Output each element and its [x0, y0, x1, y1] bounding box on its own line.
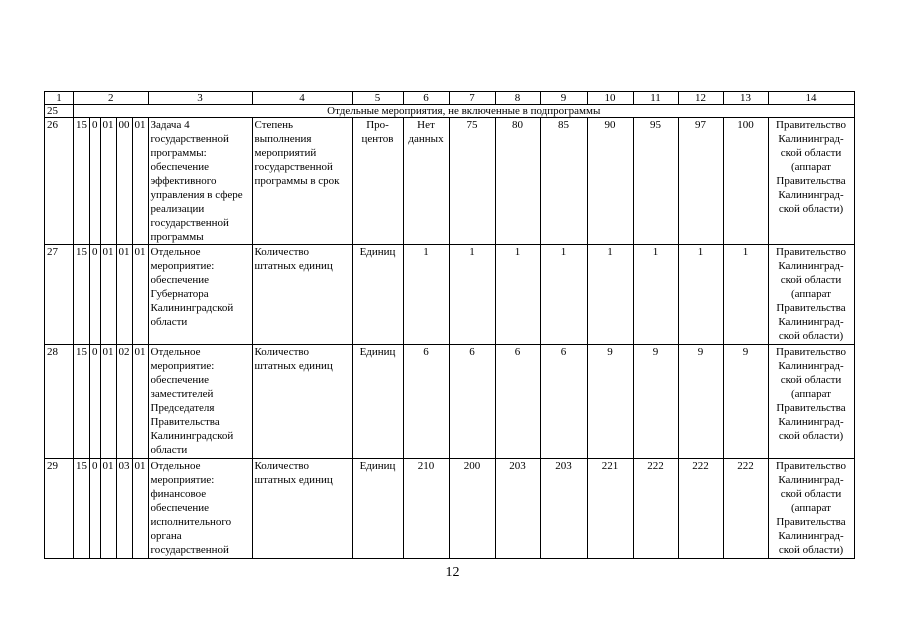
table-row	[45, 459, 855, 559]
name-cell: Отдельное мероприятие: обеспечение заместителей Председателя Правительства Калининградской области	[148, 345, 252, 459]
value-cell: Нет данных	[403, 118, 449, 245]
value-cell: 203	[540, 459, 587, 559]
header-cell: 14	[768, 92, 854, 105]
value-cell: 203	[495, 459, 540, 559]
responsible-cell: Правительство Калининград-ской области (аппарат Правительства Калининград-ской области)	[768, 345, 854, 459]
value-cell: 6	[449, 345, 495, 459]
code-cell: 0	[90, 345, 101, 459]
value-cell: 9	[587, 345, 633, 459]
code-cell: 15	[74, 245, 90, 345]
value-cell: 9	[723, 345, 768, 459]
value-cell: 100	[723, 118, 768, 245]
value-cell: 85	[540, 118, 587, 245]
value-cell: 9	[678, 345, 723, 459]
code-cell: 01	[100, 118, 116, 245]
code-cell: 0	[90, 118, 101, 245]
code-cell: 15	[74, 118, 90, 245]
value-cell: 1	[678, 245, 723, 345]
indicator-cell: Количество штатных единиц	[252, 245, 352, 345]
value-cell: 1	[403, 245, 449, 345]
header-cell: 7	[449, 92, 495, 105]
header-cell: 1	[45, 92, 74, 105]
name-cell: Отдельное мероприятие: финансовое обеспечение исполнительного органа государственной	[148, 459, 252, 559]
section-number: 25	[45, 105, 74, 118]
code-cell: 01	[132, 345, 148, 459]
value-cell: 97	[678, 118, 723, 245]
header-cell: 3	[148, 92, 252, 105]
row-number: 28	[45, 345, 74, 459]
value-cell: 6	[403, 345, 449, 459]
value-cell: 210	[403, 459, 449, 559]
header-cell: 11	[633, 92, 678, 105]
code-cell: 01	[132, 245, 148, 345]
header-cell: 13	[723, 92, 768, 105]
code-cell: 03	[116, 459, 132, 559]
header-cell: 10	[587, 92, 633, 105]
responsible-cell: Правительство Калининград-ской области (аппарат Правительства Калининград-ской области)	[768, 118, 854, 245]
header-cell: 9	[540, 92, 587, 105]
header-row	[45, 92, 855, 105]
row-number: 27	[45, 245, 74, 345]
value-cell: 9	[633, 345, 678, 459]
code-cell: 01	[100, 459, 116, 559]
value-cell: 1	[449, 245, 495, 345]
indicators-table	[44, 91, 855, 559]
value-cell: 1	[587, 245, 633, 345]
row-number: 29	[45, 459, 74, 559]
value-cell: 95	[633, 118, 678, 245]
name-cell: Задача 4 государственной программы: обеспечение эффективного управления в сфере реализации государственной программы	[148, 118, 252, 245]
table-row	[45, 118, 855, 245]
header-cell: 5	[352, 92, 403, 105]
value-cell: 80	[495, 118, 540, 245]
value-cell: 200	[449, 459, 495, 559]
page-number: 12	[445, 565, 460, 580]
value-cell: 1	[633, 245, 678, 345]
value-cell: 1	[540, 245, 587, 345]
code-cell: 15	[74, 345, 90, 459]
name-cell: Отдельное мероприятие: обеспечение Губернатора Калининградской области	[148, 245, 252, 345]
section-title: Отдельные мероприятия, не включенные в подпрограммы	[74, 105, 855, 118]
responsible-cell: Правительство Калининград-ской области (аппарат Правительства Калининград-ской области)	[768, 245, 854, 345]
code-cell: 01	[132, 118, 148, 245]
indicator-cell: Степень выполнения мероприятий государственной программы в срок	[252, 118, 352, 245]
value-cell: 222	[723, 459, 768, 559]
indicator-cell: Количество штатных единиц	[252, 459, 352, 559]
code-cell: 0	[90, 245, 101, 345]
header-cell: 8	[495, 92, 540, 105]
indicator-cell: Количество штатных единиц	[252, 345, 352, 459]
value-cell: 222	[678, 459, 723, 559]
code-cell: 02	[116, 345, 132, 459]
code-cell: 01	[100, 245, 116, 345]
code-cell: 15	[74, 459, 90, 559]
code-cell: 01	[100, 345, 116, 459]
header-cell: 4	[252, 92, 352, 105]
header-cell: 6	[403, 92, 449, 105]
value-cell: 221	[587, 459, 633, 559]
code-cell: 01	[116, 245, 132, 345]
value-cell: 90	[587, 118, 633, 245]
responsible-cell: Правительство Калининград-ской области (аппарат Правительства Калининград-ской области)	[768, 459, 854, 559]
unit-cell: Единиц	[352, 345, 403, 459]
value-cell: 1	[495, 245, 540, 345]
code-cell: 01	[132, 459, 148, 559]
code-cell: 0	[90, 459, 101, 559]
table-row	[45, 245, 855, 345]
value-cell: 1	[723, 245, 768, 345]
unit-cell: Единиц	[352, 459, 403, 559]
code-cell: 00	[116, 118, 132, 245]
value-cell: 6	[495, 345, 540, 459]
row-number: 26	[45, 118, 74, 245]
unit-cell: Единиц	[352, 245, 403, 345]
unit-cell: Про-центов	[352, 118, 403, 245]
value-cell: 6	[540, 345, 587, 459]
value-cell: 75	[449, 118, 495, 245]
section-row	[45, 105, 855, 118]
value-cell: 222	[633, 459, 678, 559]
header-cell: 12	[678, 92, 723, 105]
header-cell: 2	[74, 92, 149, 105]
table-row	[45, 345, 855, 459]
